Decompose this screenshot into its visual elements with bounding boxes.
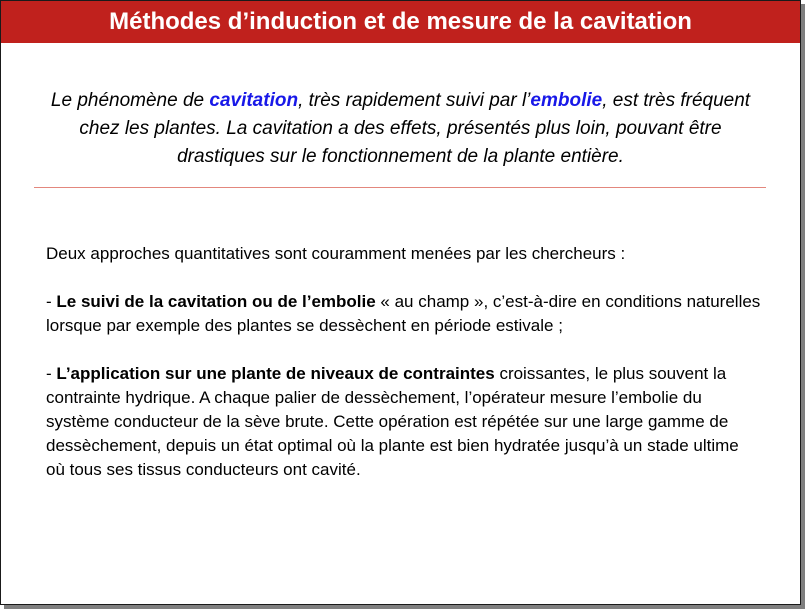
item-2-rest: croissantes, le plus souvent la contrainte hydrique. A chaque palier de dessèchement, l’opérateur mesure l’embolie du système conducteur de la sève brute. Cette opération est répétée sur une large gamme de dessèchement, depuis un état optimal où la plante est bien hydratée jusqu’à un stade ultime où tous ses tissus conducteurs ont cavité. <box>46 364 739 479</box>
divider-line <box>34 187 766 188</box>
approach-item-1 <box>46 290 761 338</box>
approach-item-2 <box>46 362 761 482</box>
lead-paragraph: Deux approches quantitatives sont couramment menées par les chercheurs : <box>46 244 626 263</box>
item-2-bold: L’application sur une plante de niveaux de contraintes <box>56 364 495 383</box>
slide-title: Méthodes d’induction et de mesure de la cavitation <box>109 8 692 35</box>
item-1-rest: « au champ », c’est-à-dire en conditions naturelles lorsque par exemple des plantes se dessèchent en période estivale ; <box>46 292 761 335</box>
body-text <box>46 242 761 482</box>
item-2-prefix: - <box>46 364 57 383</box>
paragraph-gap <box>46 338 761 362</box>
title-bar <box>1 1 800 43</box>
intro-text-2: , très rapidement suivi par l’ <box>298 90 531 111</box>
keyword-cavitation: cavitation <box>209 90 299 111</box>
intro-text-1: Le phénomène de <box>50 90 210 111</box>
paragraph-gap <box>46 266 761 290</box>
keyword-embolie: embolie <box>530 90 603 111</box>
item-1-bold: Le suivi de la cavitation ou de l’embolie <box>56 292 376 311</box>
item-1-prefix: - <box>46 292 57 311</box>
intro-paragraph <box>41 87 760 171</box>
intro-text-3: , est très fréquent chez les plantes. La cavitation a des effets, présentés plus loin, pouvant être drastiques sur le fonctionnement de la plante entière. <box>79 90 751 167</box>
